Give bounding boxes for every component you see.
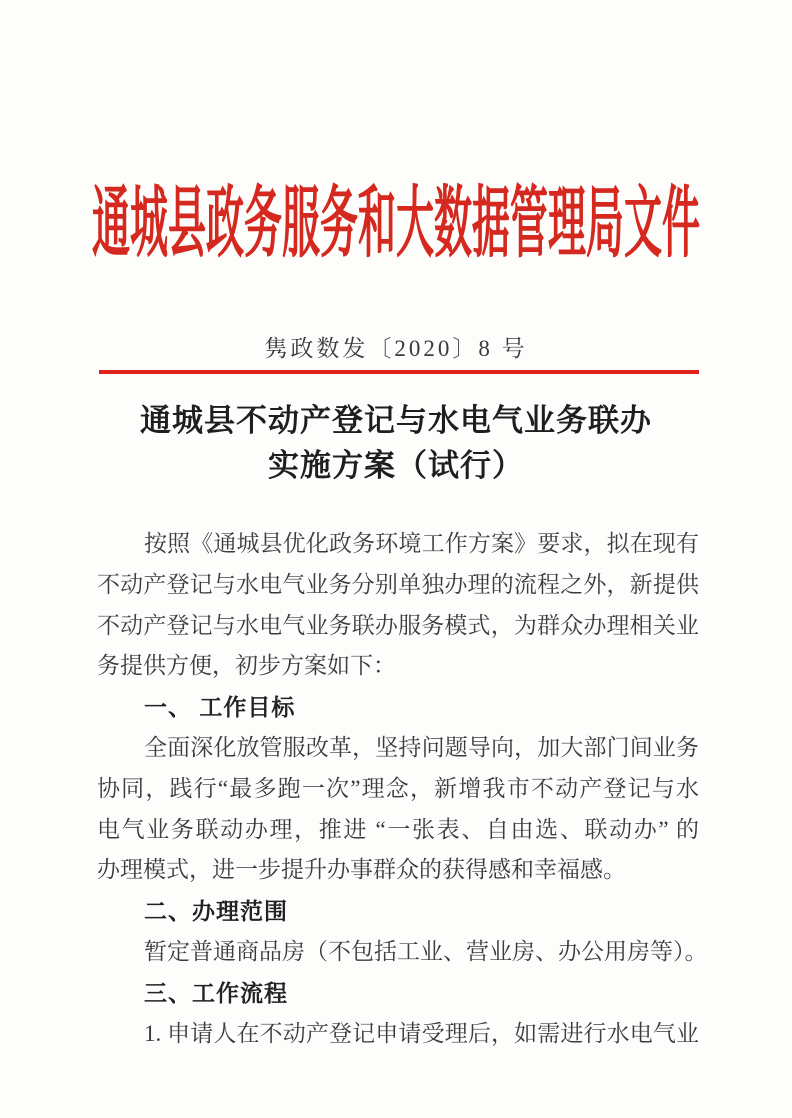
document-line: 不动产登记与水电气业务分别单独办理的流程之外，新提供 — [97, 571, 699, 597]
document-line: 协同，践行“最多跑一次”理念，新增我市不动产登记与水 — [97, 775, 699, 801]
document-line: 办理模式，进一步提升办事群众的获得感和幸福感。 — [97, 857, 626, 883]
document-title — [0, 398, 792, 488]
document-line: 全面深化放管服改革，坚持问题导向，加大部门间业务 — [144, 734, 699, 760]
issuing-authority-title: 通城县政务服务和大数据管理局文件 — [91, 181, 700, 268]
red-header-banner — [0, 181, 792, 268]
document-line: 电气业务联动办理，推进 “一张表、自由选、联动办” 的 — [97, 816, 699, 842]
document-line: 不动产登记与水电气业务联办服务模式，为群众办理相关业 — [97, 612, 699, 638]
document-line: 1. 申请人在不动产登记申请受理后，如需进行水电气业 — [144, 1020, 699, 1046]
document-number: 隽政数发〔2020〕8 号 — [264, 336, 528, 361]
document-line: 暂定普通商品房（不包括工业、营业房、办公用房等）。 — [144, 938, 708, 964]
red-divider-rule — [99, 370, 699, 374]
section-heading: 三、工作流程 — [144, 979, 288, 1006]
document-line: 按照《通城县优化政务环境工作方案》要求，拟在现有 — [144, 531, 699, 556]
section-heading: 二、办理范围 — [144, 898, 288, 925]
document-title-line2: 实施方案（试行） — [268, 448, 524, 483]
document-body — [97, 524, 708, 1054]
document-line: 务提供方便，初步方案如下： — [97, 653, 396, 679]
document-title-line1: 通城县不动产登记与水电气业务联办 — [140, 403, 652, 438]
section-heading: 一、 工作目标 — [144, 694, 296, 721]
